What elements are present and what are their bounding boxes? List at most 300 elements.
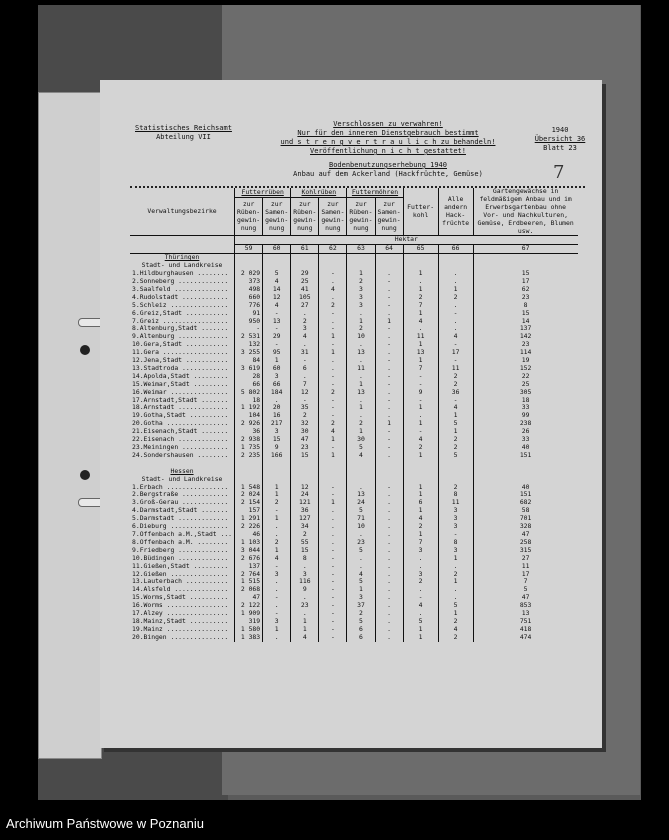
cell-value: . (291, 594, 319, 602)
cell-value: 84 (235, 357, 263, 365)
cell-value: 1 (263, 357, 291, 365)
cell-value: - (291, 397, 319, 405)
cell-value: 157 (235, 507, 263, 515)
cell-value: 2 (319, 420, 347, 428)
cell-value: 9 (291, 586, 319, 594)
cell-value: - (403, 594, 438, 602)
cell-value: 1 (403, 286, 438, 294)
district-name: 19.Gotha,Stadt .......... (132, 411, 229, 420)
cell-value: 5 (347, 507, 375, 515)
punch-hole-icon (80, 470, 90, 480)
cell-value: 682 (473, 499, 578, 507)
cell-value: - (263, 325, 291, 333)
cell-value: 116 (291, 578, 319, 586)
unit-label: Hektar (235, 236, 578, 245)
cell-value: . (438, 586, 473, 594)
cell-value: - (375, 325, 403, 333)
cell-value: . (263, 602, 291, 610)
cell-value: 1 (347, 318, 375, 326)
cell-value: 4 (263, 302, 291, 310)
cell-value: 5 (403, 618, 438, 626)
cell-value: 5 (438, 602, 473, 610)
cell-value: - (319, 412, 347, 420)
cell-value: 2 (291, 412, 319, 420)
reference-overview: Übersicht 36 (534, 135, 586, 143)
district-name: 17.Alzey ................ (132, 609, 229, 618)
cell-value: 2 (347, 610, 375, 618)
cell-value: 1 (291, 626, 319, 634)
cell-value: 25 (473, 381, 578, 389)
cell-value: 5 (347, 547, 375, 555)
cell-value: . (375, 310, 403, 318)
district-name: 8.Offenbach a.M. ........ (132, 537, 229, 546)
section-subtitle: Stadt- und Landkreise (141, 261, 223, 270)
cell-value: . (375, 610, 403, 618)
cell-value: 4 (291, 333, 319, 341)
cell-value: 776 (235, 302, 263, 310)
cell-value: - (235, 325, 263, 333)
cell-value: 3 (347, 286, 375, 294)
cell-value: 152 (473, 365, 578, 373)
cell-value: 3 (347, 294, 375, 302)
district-name: 1.Erbach ................ (132, 482, 229, 491)
cell-value: - (319, 594, 347, 602)
cell-value: . (319, 507, 347, 515)
archive-watermark: Archiwum Państwowe w Poznaniu (6, 816, 204, 831)
column-number: 67 (473, 245, 578, 254)
cell-value: 2 154 (235, 499, 263, 507)
cell-value: 2 (438, 571, 473, 579)
cell-value: - (438, 397, 473, 405)
cell-value: - (403, 428, 438, 436)
cell-value: 17 (473, 278, 578, 286)
cell-value: . (375, 333, 403, 341)
cell-value: - (319, 586, 347, 594)
cell-value: 36 (235, 428, 263, 436)
cell-value: 1 (347, 404, 375, 412)
district-name: 13.Stadtroda ............ (132, 363, 229, 372)
cell-value: 32 (291, 420, 319, 428)
cell-value: 37 (347, 602, 375, 610)
cell-value: 4 (319, 286, 347, 294)
cell-value: 4 (263, 555, 291, 563)
cell-value: . (438, 563, 473, 571)
cell-value: 34 (291, 523, 319, 531)
cell-value: 60 (263, 365, 291, 373)
cell-value: 184 (263, 389, 291, 397)
district-name: 24.Sondershausen ........ (132, 450, 229, 459)
cell-value: . (347, 531, 375, 539)
cell-value: - (319, 397, 347, 405)
cell-value: 23 (473, 294, 578, 302)
cell-value: - (319, 310, 347, 318)
cell-value: 1 (438, 428, 473, 436)
cell-value: 2 (347, 420, 375, 428)
cell-value: 23 (291, 602, 319, 610)
district-name: 5.Darmstadt ............. (132, 514, 229, 523)
cell-value: 71 (347, 515, 375, 523)
cell-value: . (263, 531, 291, 539)
cell-value: - (263, 310, 291, 318)
cell-value: . (375, 586, 403, 594)
cell-value: - (319, 484, 347, 492)
section-title: Thüringen (164, 253, 200, 262)
cell-value: 3 619 (235, 365, 263, 373)
cell-value: - (375, 436, 403, 444)
cell-value: 10 (347, 523, 375, 531)
cell-value: 3 (347, 302, 375, 310)
cell-value: 2 (319, 302, 347, 310)
subheader-samen: zur Samen-gewin-nung (319, 198, 347, 236)
cell-value: 15 (291, 547, 319, 555)
cell-value: 23 (473, 341, 578, 349)
binder-spine (38, 92, 102, 759)
cell-value: . (347, 310, 375, 318)
cell-value: 1 909 (235, 610, 263, 618)
cell-value: 41 (291, 286, 319, 294)
cell-value: 1 (291, 618, 319, 626)
cell-value: - (319, 381, 347, 389)
cell-value: - (438, 357, 473, 365)
cell-value: . (347, 373, 375, 381)
cell-value: . (263, 523, 291, 531)
cell-value: 1 (403, 491, 438, 499)
cell-value: 7 (403, 302, 438, 310)
cell-value: - (319, 325, 347, 333)
cell-value: 35 (291, 404, 319, 412)
issuer-department: Abteilung VII (156, 133, 211, 141)
cell-value: . (347, 555, 375, 563)
cell-value: 2 (403, 523, 438, 531)
cell-value: - (319, 547, 347, 555)
cell-value: 4 (347, 571, 375, 579)
district-name: 22.Eisenach ............. (132, 435, 229, 444)
cell-value: 121 (291, 499, 319, 507)
cell-value: 24 (347, 499, 375, 507)
cell-value: . (347, 397, 375, 405)
cell-value: . (319, 523, 347, 531)
cell-value: 132 (235, 341, 263, 349)
cell-value: 2 764 (235, 571, 263, 579)
cell-value: 10 (347, 333, 375, 341)
cell-value: - (375, 341, 403, 349)
confidential-line-3: und s t r e n g v e r t r a u l i c h zu behandeln! (280, 138, 496, 146)
cell-value: 1 (403, 626, 438, 634)
cell-value: 14 (263, 286, 291, 294)
cell-value: . (375, 404, 403, 412)
cell-value: 319 (235, 618, 263, 626)
cell-value: . (375, 286, 403, 294)
column-number: 65 (403, 245, 438, 254)
column-number: 60 (263, 245, 291, 254)
cell-value: 16 (263, 412, 291, 420)
cell-value: 2 (319, 389, 347, 397)
cell-value: 29 (291, 270, 319, 278)
cell-value: 9 (403, 389, 438, 397)
cell-value: 17 (473, 571, 578, 579)
cell-value: 4 (438, 404, 473, 412)
cell-value: . (375, 571, 403, 579)
cell-value: 3 (403, 547, 438, 555)
cell-value: 33 (473, 404, 578, 412)
cell-value: 751 (473, 618, 578, 626)
cell-value: . (347, 341, 375, 349)
cell-value: 1 (319, 452, 347, 460)
cell-value: 4 (438, 333, 473, 341)
cell-value: . (375, 539, 403, 547)
cell-value: 1 (319, 333, 347, 341)
cell-value: . (403, 278, 438, 286)
confidential-line-2: Nur für den inneren Dienstgebrauch bestimmt (297, 129, 479, 137)
cell-value: 1 (438, 555, 473, 563)
cell-value: 13 (403, 349, 438, 357)
cell-value: 8 (438, 539, 473, 547)
cell-value: - (319, 404, 347, 412)
cell-value: 2 (403, 578, 438, 586)
cell-value: 660 (235, 294, 263, 302)
cell-value: 166 (263, 452, 291, 460)
cell-value: 114 (473, 349, 578, 357)
cell-value: 373 (235, 278, 263, 286)
district-name: 21.Eisenach,Stadt ....... (132, 427, 229, 436)
cell-value: 13 (263, 318, 291, 326)
cell-value: 2 926 (235, 420, 263, 428)
cell-value: 22 (473, 373, 578, 381)
cell-value: 20 (263, 404, 291, 412)
subheader-samen: zur Samen-gewin-nung (263, 198, 291, 236)
column-number: 64 (375, 245, 403, 254)
cell-value: . (438, 594, 473, 602)
cell-value: . (319, 294, 347, 302)
cell-value: 25 (291, 278, 319, 286)
cell-value: . (438, 270, 473, 278)
cell-value: - (403, 397, 438, 405)
cell-value: 1 (438, 286, 473, 294)
subheader-rueben: zur Rüben-gewin-nung (347, 198, 375, 236)
column-header-futterkohl: Futter-kohl (403, 188, 438, 236)
cell-value: 2 (403, 444, 438, 452)
issuer-block (135, 124, 232, 142)
cell-value: 4 (319, 428, 347, 436)
cell-value: - (319, 634, 347, 642)
cell-value: . (375, 594, 403, 602)
cell-value: - (375, 484, 403, 492)
cell-value: 315 (473, 547, 578, 555)
cell-value: 12 (291, 484, 319, 492)
cell-value: - (319, 618, 347, 626)
cell-value: 6 (291, 365, 319, 373)
cell-value: - (319, 610, 347, 618)
document-title: Bodenbenutzungserhebung 1940 (328, 161, 447, 169)
cell-value: 55 (291, 539, 319, 547)
confidentiality-block (278, 120, 498, 179)
subheader-rueben: zur Rüben-gewin-nung (291, 198, 319, 236)
cell-value: 5 (347, 444, 375, 452)
cell-value: 1 (319, 499, 347, 507)
cell-value: 29 (263, 333, 291, 341)
cell-value: - (438, 341, 473, 349)
cell-value: 9 (263, 444, 291, 452)
cell-value: 13 (347, 389, 375, 397)
cell-value: 2 226 (235, 523, 263, 531)
cell-value: 4 (263, 278, 291, 286)
cell-value: 7 (473, 578, 578, 586)
cell-value: 30 (347, 436, 375, 444)
cell-value: 4 (291, 634, 319, 642)
cell-value: 418 (473, 626, 578, 634)
cell-value: 3 (291, 571, 319, 579)
column-header-alle-andern: Alle andern Hack-früchte (438, 188, 473, 236)
cell-value: . (403, 412, 438, 420)
cell-value: 2 235 (235, 452, 263, 460)
cell-value: 305 (473, 389, 578, 397)
cell-value: 4 (403, 436, 438, 444)
cell-value: . (319, 278, 347, 286)
cell-value: 1 192 (235, 404, 263, 412)
cell-value: - (375, 428, 403, 436)
cell-value: 24 (291, 491, 319, 499)
table-row (130, 452, 578, 460)
district-name: 6.Greiz,Stadt ........... (132, 308, 229, 317)
district-name: 3.Groß-Gerau ............ (132, 498, 229, 507)
cell-value: 1 735 (235, 444, 263, 452)
cell-value: 1 (403, 420, 438, 428)
cell-value: 142 (473, 333, 578, 341)
cell-value: - (319, 491, 347, 499)
cell-value: . (347, 412, 375, 420)
reference-sheet: Blatt 23 (543, 144, 577, 152)
cell-value: 1 (263, 491, 291, 499)
cell-value: . (375, 563, 403, 571)
cell-value: - (438, 310, 473, 318)
cell-value: 6 (403, 499, 438, 507)
cell-value: 2 024 (235, 491, 263, 499)
cell-value: 18 (235, 397, 263, 405)
cell-value: - (438, 531, 473, 539)
cell-value: - (375, 302, 403, 310)
cell-value: 66 (263, 381, 291, 389)
cell-value: 18 (473, 397, 578, 405)
cell-value: 3 (263, 373, 291, 381)
district-name: 5.Schleiz ............... (132, 300, 229, 309)
cell-value: 33 (473, 436, 578, 444)
cell-value: . (375, 602, 403, 610)
cell-value: 1 291 (235, 515, 263, 523)
district-name: 14.Alsfeld .............. (132, 585, 229, 594)
district-name: 12.Gießen ............... (132, 569, 229, 578)
column-number: 62 (319, 245, 347, 254)
district-name: 10.Gera,Stadt ........... (132, 340, 229, 349)
cell-value: 3 (438, 547, 473, 555)
confidential-line-1: Verschlossen zu verwahren! (333, 120, 443, 128)
district-name: 16.Worms ................ (132, 601, 229, 610)
cell-value: . (375, 523, 403, 531)
cell-value: 3 (403, 571, 438, 579)
cell-value: 47 (235, 594, 263, 602)
cell-value: 28 (235, 373, 263, 381)
cell-value: 1 (403, 507, 438, 515)
cell-value: 5 (347, 618, 375, 626)
cell-value: 23 (291, 444, 319, 452)
cell-value: 47 (291, 436, 319, 444)
punch-hole-icon (80, 345, 90, 355)
cell-value: 2 122 (235, 602, 263, 610)
cell-value: 1 (347, 428, 375, 436)
column-header-district: Verwaltungsbezirke (130, 188, 235, 236)
cell-value: 95 (263, 349, 291, 357)
column-group-futterrueben: Futterrüben (235, 188, 291, 198)
cell-value: - (263, 610, 291, 618)
cell-value: 7 (403, 539, 438, 547)
cell-value: . (291, 563, 319, 571)
cell-value: . (403, 563, 438, 571)
cell-value: - (319, 270, 347, 278)
cell-value: 3 (291, 325, 319, 333)
cell-value: 2 676 (235, 555, 263, 563)
cell-value: 1 (438, 578, 473, 586)
cell-value: . (263, 634, 291, 642)
district-name: 1.Hildburghausen ........ (132, 269, 229, 278)
cell-value: 3 (438, 523, 473, 531)
cell-value: 13 (347, 349, 375, 357)
cell-value: 6 (347, 634, 375, 642)
cell-value: - (319, 555, 347, 563)
cell-value: 30 (291, 428, 319, 436)
cell-value: - (263, 594, 291, 602)
district-name: 11.Gießen,Stadt ......... (132, 561, 229, 570)
cell-value: 4 (403, 318, 438, 326)
cell-value: 7 (291, 381, 319, 389)
cell-value: 1 (375, 318, 403, 326)
cell-value: 104 (235, 412, 263, 420)
cell-value: . (375, 515, 403, 523)
cell-value: - (375, 373, 403, 381)
cell-value: . (347, 484, 375, 492)
cell-value: 1 (319, 349, 347, 357)
cell-value: 4 (347, 452, 375, 460)
cell-value: . (375, 555, 403, 563)
cell-value: 701 (473, 515, 578, 523)
cell-value: . (375, 507, 403, 515)
district-name: 8.Altenburg,Stadt ....... (132, 324, 229, 333)
cell-value: 1 (403, 484, 438, 492)
district-name: 15.Worms,Stadt .......... (132, 593, 229, 602)
cell-value: 1 (347, 381, 375, 389)
cell-value: . (291, 310, 319, 318)
cell-value: . (375, 626, 403, 634)
district-name: 17.Arnstadt,Stadt ....... (132, 395, 229, 404)
cell-value: 5 (473, 586, 578, 594)
cell-value: 36 (291, 507, 319, 515)
district-name: 7.Greiz ................. (132, 316, 229, 325)
cell-value: . (319, 515, 347, 523)
cell-value: . (375, 412, 403, 420)
district-name: 7.Offenbach a.M.,Stadt ... (132, 529, 233, 538)
cell-value: 2 (438, 444, 473, 452)
cell-value: . (319, 357, 347, 365)
cell-value: . (291, 373, 319, 381)
cell-value: 2 (347, 325, 375, 333)
cell-value: 1 (438, 412, 473, 420)
cell-value: 328 (473, 523, 578, 531)
column-header-garten: Gartengewächse in feldmäßigem Anbau und im Erwerbsgartenbau ohne Vor- und Nachkulturen, Gemüse, Erdbeeren, Blumen usw. (473, 188, 578, 236)
cell-value: 5 802 (235, 389, 263, 397)
district-name: 18.Mainz,Stadt .......... (132, 616, 229, 625)
cell-value: 46 (235, 531, 263, 539)
cell-value: 1 (438, 610, 473, 618)
cell-value: 2 (291, 531, 319, 539)
cell-value: 1 548 (235, 484, 263, 492)
